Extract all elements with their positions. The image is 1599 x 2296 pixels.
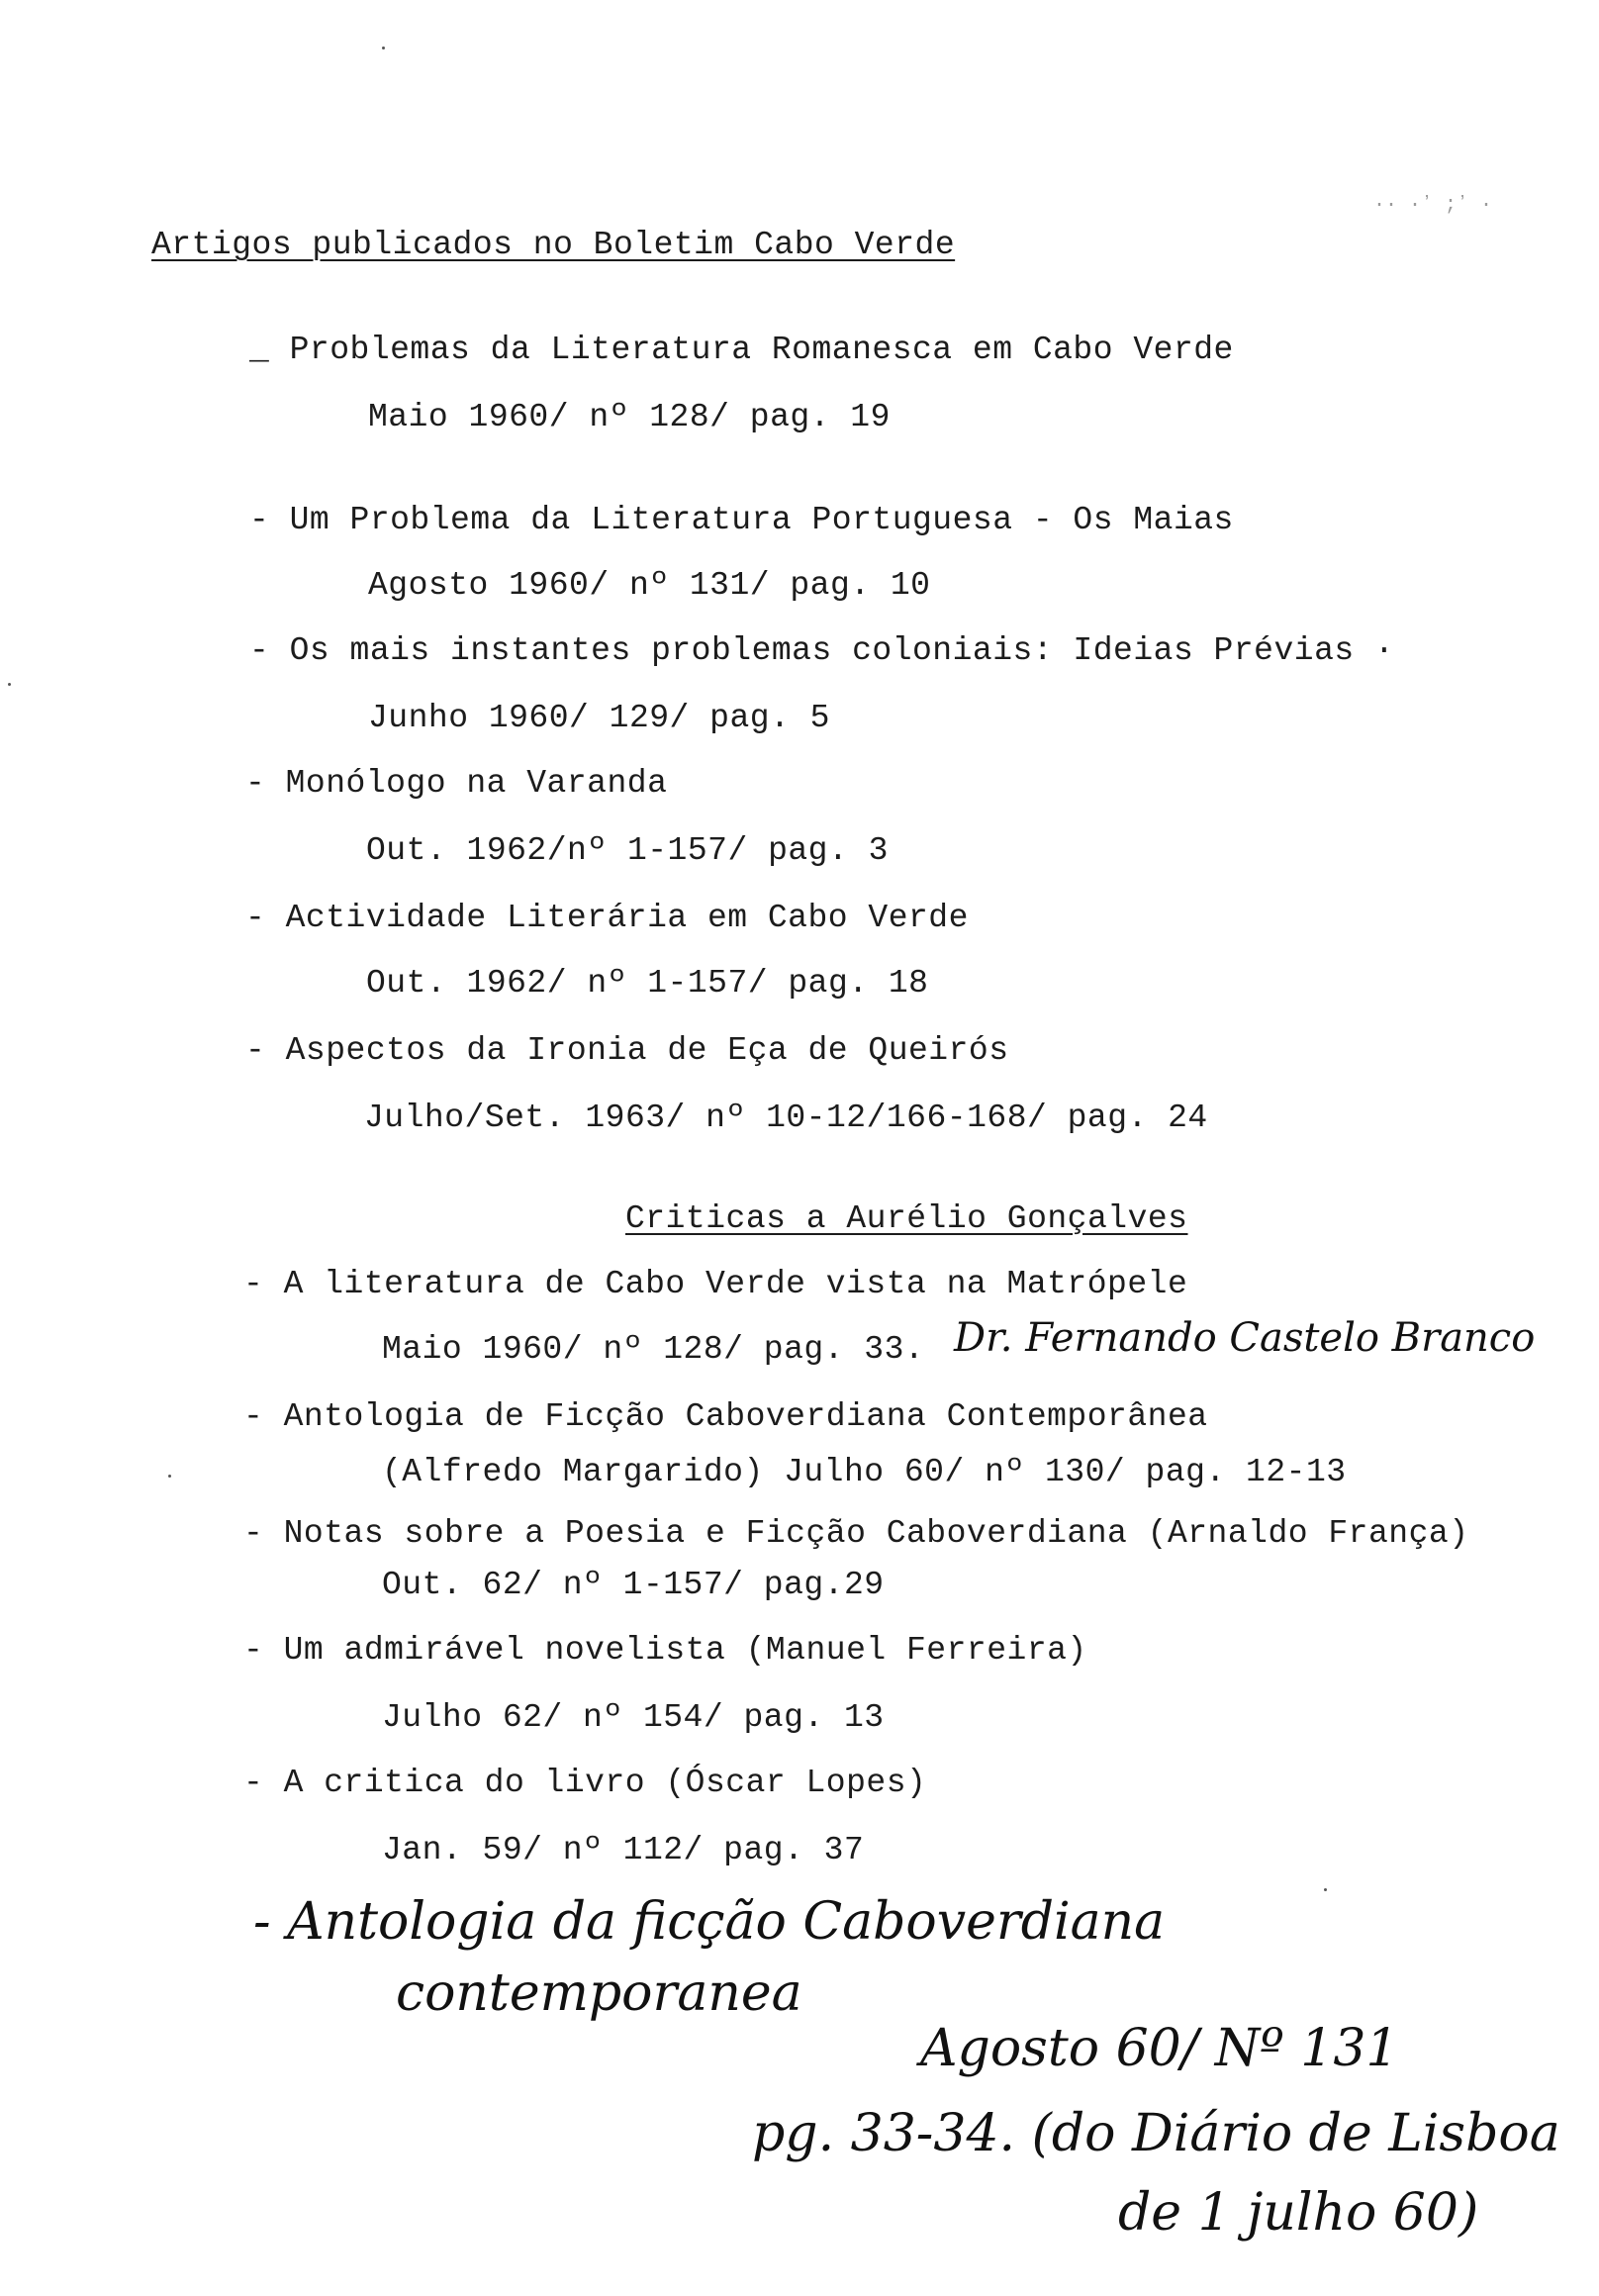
critique-ref: Out. 62/ nº 1-157/ pag.29 <box>382 1567 885 1603</box>
critique-ref: (Alfredo Margarido) Julho 60/ nº 130/ pag. 12-13 <box>382 1454 1347 1490</box>
critique-ref: Julho 62/ nº 154/ pag. 13 <box>382 1699 885 1736</box>
handwritten-line: pg. 33-34. (do Diário de Lisboa <box>752 2104 1560 2163</box>
critique-title: - A critica do livro (Óscar Lopes) <box>243 1765 927 1801</box>
article-title: - Um Problema da Literatura Portuguesa - Os Maias <box>249 502 1234 538</box>
page-title: Artigos publicados no Boletim Cabo Verde <box>151 227 956 263</box>
speck <box>168 1475 171 1478</box>
critique-title: - Antologia de Ficção Caboverdiana Contemporânea <box>243 1398 1208 1435</box>
critique-ref: Jan. 59/ nº 112/ pag. 37 <box>382 1832 865 1868</box>
article-ref: Agosto 1960/ nº 131/ pag. 10 <box>368 567 931 604</box>
article-ref: Junho 1960/ 129/ pag. 5 <box>368 700 830 736</box>
article-ref: Julho/Set. 1963/ nº 10-12/166-168/ pag. 24 <box>364 1100 1208 1136</box>
article-ref: Out. 1962/nº 1-157/ pag. 3 <box>366 832 889 869</box>
handwritten-annotation: Dr. Fernando Castelo Branco <box>954 1315 1536 1361</box>
article-title: _ Problemas da Literatura Romanesca em Cabo Verde <box>249 332 1234 368</box>
article-title: - Aspectos da Ironia de Eça de Queirós <box>245 1032 1009 1069</box>
speck <box>1324 1888 1327 1891</box>
speck <box>8 683 11 686</box>
critique-title: - Notas sobre a Poesia e Ficção Caboverdiana (Arnaldo França) <box>243 1515 1469 1552</box>
critique-title: - Um admirável novelista (Manuel Ferreira) <box>243 1632 1087 1669</box>
corner-mark: ·· ·ʼ ;ʼ · <box>1373 194 1493 217</box>
critique-ref: Maio 1960/ nº 128/ pag. 33. <box>382 1331 925 1368</box>
handwritten-line: contemporanea <box>396 1963 802 2023</box>
article-title: - Os mais instantes problemas coloniais: Ideias Prévias · <box>249 632 1395 669</box>
critique-title: - A literatura de Cabo Verde vista na Matrópele <box>243 1266 1188 1302</box>
article-title: - Monólogo na Varanda <box>245 765 668 802</box>
handwritten-line: - Antologia da ficção Caboverdiana <box>253 1892 1166 1952</box>
article-ref: Maio 1960/ nº 128/ pag. 19 <box>368 399 891 435</box>
speck <box>382 47 385 49</box>
section-title: Criticas a Aurélio Gonçalves <box>625 1200 1188 1237</box>
article-ref: Out. 1962/ nº 1-157/ pag. 18 <box>366 965 929 1002</box>
handwritten-line: de 1 julho 60) <box>1118 2183 1479 2243</box>
handwritten-line: Agosto 60/ Nº 131 <box>920 2019 1399 2078</box>
article-title: - Actividade Literária em Cabo Verde <box>245 900 969 936</box>
